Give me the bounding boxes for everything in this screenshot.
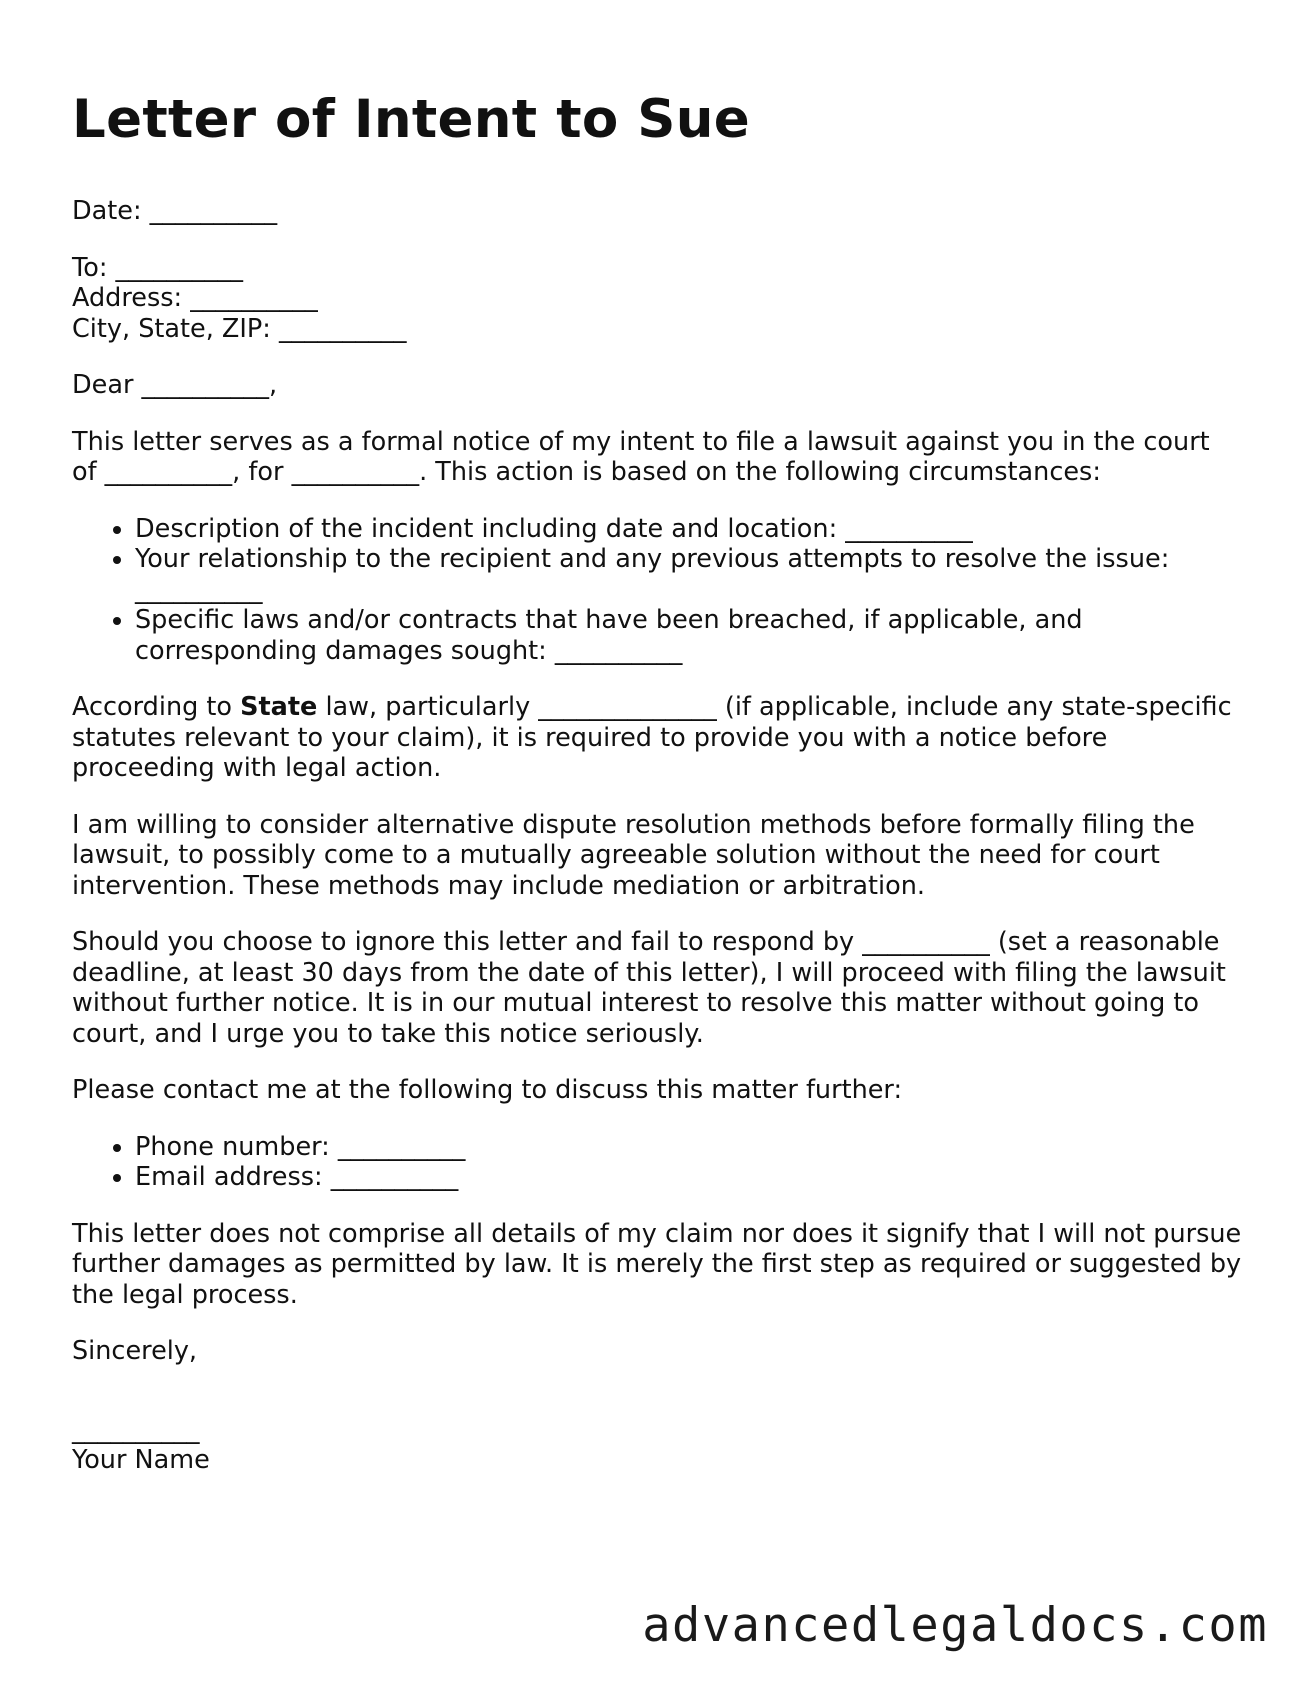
- circumstances-list: [72, 514, 1242, 667]
- disclaimer-paragraph: This letter does not comprise all details of my claim nor does it signify that I will not pursue further damages as permitted by law. It is merely the first step as required or suggested by the legal process.: [72, 1218, 1242, 1310]
- recipient-city-line: City, State, ZIP: __________: [72, 313, 407, 344]
- list-item: • Email address: __________: [135, 1162, 1242, 1193]
- recipient-address-line: Address: __________: [72, 283, 318, 313]
- watermark-logo: advancedlegaldocs.com: [642, 1598, 1268, 1653]
- closing: Sincerely,: [72, 1336, 198, 1366]
- list-item: • Phone number: __________: [135, 1132, 1242, 1163]
- state-law-text-after: law, particularly ______________ (if applicable, include any state-specific statutes relevant to your claim), it is required to provide you with a notice before proceeding with legal action.: [72, 692, 1232, 783]
- list-item: • Specific laws and/or contracts that have been breached, if applicable, and corresponding damages sought: __________: [135, 605, 1242, 666]
- signature-name: Your Name: [72, 1445, 210, 1475]
- state-law-bold-word: State: [240, 692, 318, 722]
- state-law-text-before: According to: [72, 692, 241, 722]
- letter-document: [72, 88, 1242, 1476]
- adr-paragraph: I am willing to consider alternative dispute resolution methods before formally filing the lawsuit, to possibly come to a mutually agreeable solution without the need for court intervention. These methods may include mediation or arbitration.: [72, 809, 1195, 901]
- page-title: Letter of Intent to Sue: [72, 89, 751, 150]
- state-law-paragraph: [72, 692, 1242, 784]
- intro-paragraph: This letter serves as a formal notice of my intent to file a lawsuit against you in the court of __________, for __________. This action is based on the following circumstances:: [72, 426, 1210, 487]
- recipient-to-line: To: __________: [72, 252, 244, 283]
- signature-block: [72, 1415, 1242, 1476]
- contact-intro: Please contact me at the following to discuss this matter further:: [72, 1075, 903, 1105]
- list-item: • Your relationship to the recipient and any previous attempts to resolve the issue: __________: [135, 544, 1242, 605]
- contact-list: [72, 1132, 1242, 1193]
- date-line: Date: __________: [72, 196, 278, 226]
- signature-blank: __________: [72, 1414, 200, 1445]
- recipient-block: [72, 253, 1242, 345]
- list-item: • Description of the incident including date and location: __________: [135, 514, 1242, 545]
- salutation: Dear __________,: [72, 370, 278, 400]
- deadline-paragraph: Should you choose to ignore this letter and fail to respond by __________ (set a reasonable deadline, at least 30 days from the date of this letter), I will proceed with filing the lawsuit without further notice. It is in our mutual interest to resolve this matter without going to court, and I urge you to take this notice seriously.: [72, 927, 1226, 1049]
